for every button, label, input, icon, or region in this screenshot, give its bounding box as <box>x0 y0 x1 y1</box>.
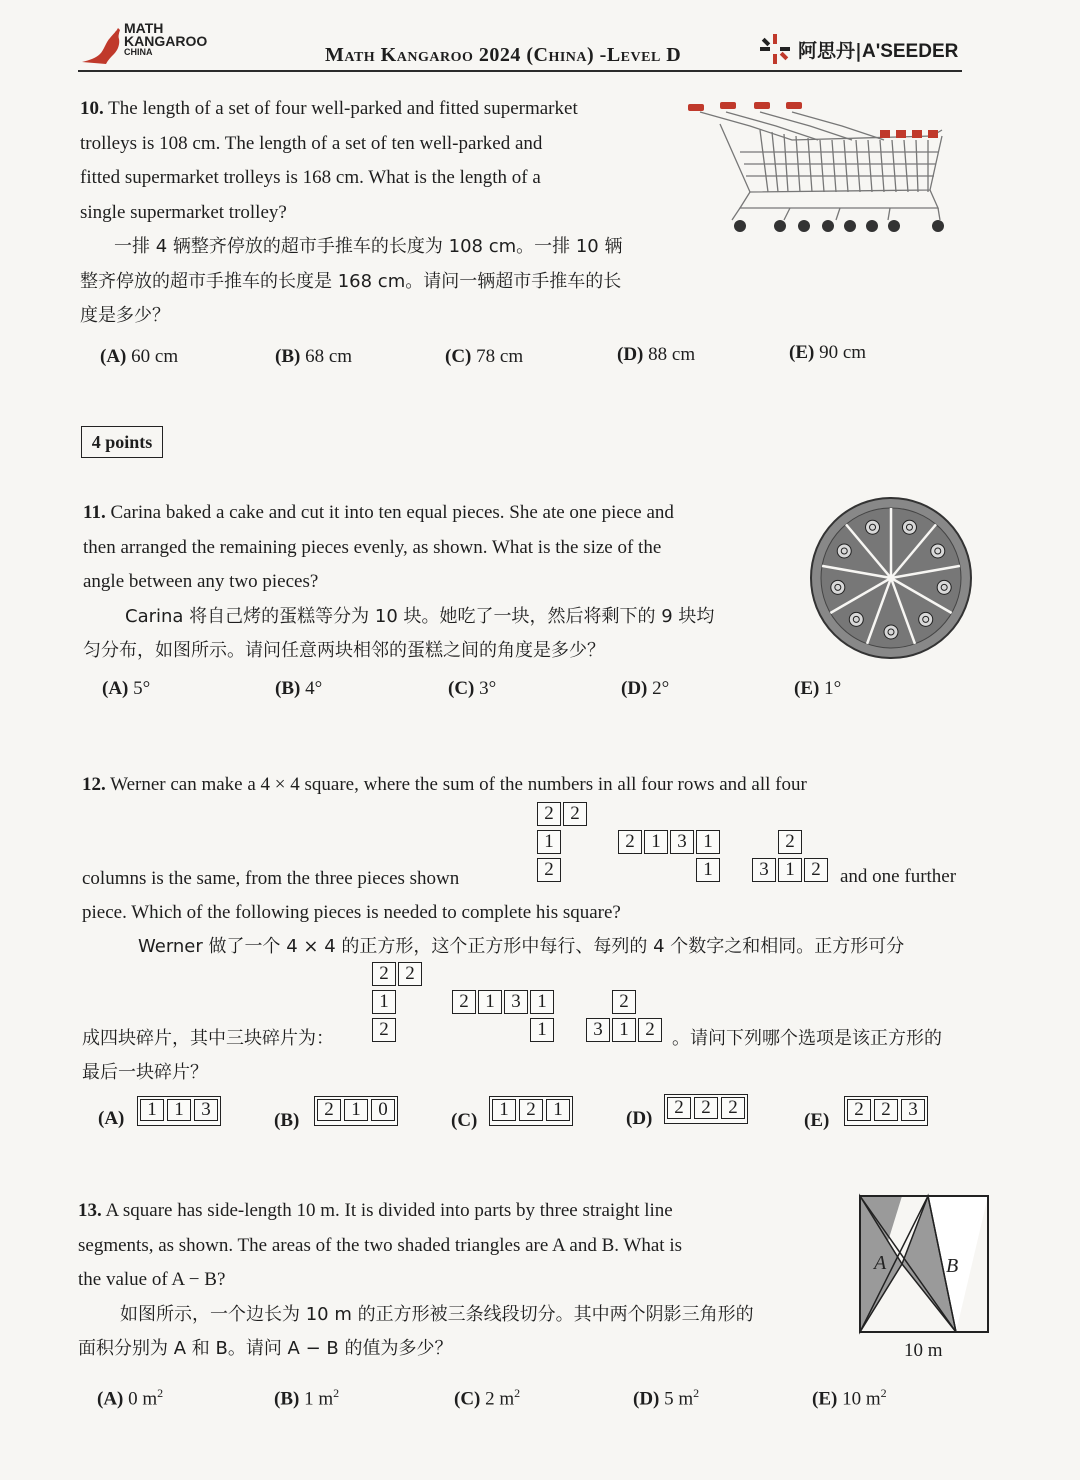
q11-en-line-2: then arranged the remaining pieces evenly, as shown. What is the size of the <box>83 536 662 558</box>
q12-line-1 <box>82 768 807 803</box>
q13-text <box>78 1194 848 1367</box>
cell: 3 <box>504 990 528 1014</box>
cell: 0 <box>371 1099 395 1121</box>
q12-zh-line-2a: 成四块碎片，其中三块碎片为： <box>82 1028 334 1049</box>
cell: 2 <box>721 1097 745 1119</box>
q13-option-a[interactable]: (A) 0 $m^2$ <box>97 1386 164 1410</box>
q11-text <box>83 496 783 669</box>
cake-decoration <box>884 625 898 639</box>
brand-cn: 阿思丹 <box>798 40 856 62</box>
q10-en-line-3: fitted supermarket trolleys is 168 cm. What is the length of a <box>80 167 541 188</box>
cell: 1 <box>167 1099 191 1121</box>
q11-option-b[interactable]: (B) 4° <box>275 678 323 699</box>
q13-number: 13. <box>78 1200 102 1221</box>
cell: 1 <box>530 1018 554 1042</box>
cell: 1 <box>644 830 668 854</box>
q10-en-line-2: trolleys is 108 cm. The length of a set of ten well-parked and <box>80 132 543 154</box>
q12-option-d[interactable] <box>664 1094 748 1124</box>
cell: 1 <box>612 1018 636 1042</box>
cell: 3 <box>901 1099 925 1121</box>
math-kangaroo-logo <box>80 20 210 66</box>
q10-option-b[interactable]: (B) 68 cm <box>275 346 353 367</box>
cell: 1 <box>696 830 720 854</box>
header-rule <box>78 70 962 72</box>
cell: 2 <box>398 962 422 986</box>
q13-zh-line-1: 如图所示，一个边长为 10 m 的正方形被三条线段切分。其中两个阴影三角形的 <box>120 1303 754 1325</box>
q10-en-line-1: The length of a set of four well-parked and fitted supermarket <box>108 98 578 119</box>
cell: 2 <box>638 1018 662 1042</box>
q10-option-c[interactable]: (C) 78 cm <box>445 346 524 367</box>
label-b: B <box>946 1255 959 1277</box>
cell: 2 <box>874 1099 898 1121</box>
aseeder-logo <box>758 32 968 66</box>
q12-option-c[interactable] <box>489 1096 573 1126</box>
q11-number: 11. <box>83 502 106 523</box>
cake-decoration <box>837 544 851 558</box>
cell: 3 <box>194 1099 218 1121</box>
logo-line-2: KANGAROO <box>124 33 208 49</box>
q13-option-e[interactable]: (E) 10 $m^2$ <box>812 1386 887 1410</box>
q12-number: 12. <box>82 774 106 795</box>
cell: 2 <box>612 990 636 1014</box>
q12-en-line-2a: columns is the same, from the three pieces shown <box>82 868 460 889</box>
q12-option-d-label: (D) <box>626 1108 653 1129</box>
cake-pieces-figure <box>808 495 974 661</box>
cell: 2 <box>804 858 828 882</box>
q13-en-line-3: the value of A − B? <box>78 1269 226 1290</box>
q10-option-e[interactable]: (E) 90 cm <box>789 342 867 363</box>
q11-zh-line-1: Carina 将自己烤的蛋糕等分为 10 块。她吃了一块，然后将剩下的 9 块均 <box>125 605 715 627</box>
cake-decoration <box>931 544 945 558</box>
cell: 1 <box>546 1099 570 1121</box>
cell: 2 <box>372 1018 396 1042</box>
cell: 2 <box>563 802 587 826</box>
q11-option-d[interactable]: (D) 2° <box>621 678 670 699</box>
q12-option-a[interactable] <box>137 1096 221 1126</box>
q12-option-c-label: (C) <box>451 1110 478 1131</box>
cake-decoration <box>902 520 916 534</box>
aseeder-star-icon <box>758 32 792 66</box>
cake-decoration <box>866 520 880 534</box>
q11-zh-line-2: 匀分布，如图所示。请问任意两块相邻的蛋糕之间的角度是多少？ <box>83 640 605 661</box>
q11-option-c[interactable]: (C) 3° <box>448 678 497 699</box>
cell: 1 <box>696 858 720 882</box>
logo-line-1: MATH <box>124 20 164 36</box>
side-length-label: 10 m <box>904 1340 943 1361</box>
q12-zh-line-2b: 。请问下列哪个选项是该正方形的 <box>672 1028 942 1049</box>
q10-option-d[interactable]: (D) 88 cm <box>617 344 696 365</box>
cell: 3 <box>670 830 694 854</box>
q10-text <box>80 92 680 334</box>
brand-separator: | <box>855 40 862 62</box>
shopping-trolleys-figure <box>680 96 965 244</box>
q12-zh-line-1: Werner 做了一个 4 × 4 的正方形，这个正方形中每行、每列的 4 个数字之和相同。正方形可分 <box>138 936 905 957</box>
q13-en-line-1: A square has side-length 10 m. It is divided into parts by three straight line <box>105 1200 673 1221</box>
cell: 1 <box>530 990 554 1014</box>
q13-option-d[interactable]: (D) 5 $m^2$ <box>633 1386 700 1410</box>
section-points-box: 4 points <box>81 426 163 458</box>
label-a: A <box>874 1252 887 1274</box>
q12-option-a-label: (A) <box>98 1108 125 1129</box>
cell: 3 <box>586 1018 610 1042</box>
q12-option-b[interactable] <box>314 1096 398 1126</box>
q12-option-b-label: (B) <box>274 1110 300 1131</box>
cell: 1 <box>372 990 396 1014</box>
cell: 1 <box>778 858 802 882</box>
page-header-title: Math Kangaroo 2024 (China) -Level D <box>325 44 682 66</box>
cake-decoration <box>937 580 951 594</box>
cell: 2 <box>537 858 561 882</box>
q13-en-line-2: segments, as shown. The areas of the two shaded triangles are A and B. What is <box>78 1234 682 1256</box>
cell: 1 <box>478 990 502 1014</box>
cell: 2 <box>667 1097 691 1119</box>
cell: 2 <box>372 962 396 986</box>
cell: 1 <box>492 1099 516 1121</box>
q13-option-c[interactable]: (C) 2 $m^2$ <box>454 1386 521 1410</box>
square-triangles-figure <box>856 1192 992 1336</box>
cell: 2 <box>694 1097 718 1119</box>
q10-zh-line-2: 整齐停放的超市手推车的长度是 168 cm。请问一辆超市手推车的长 <box>80 270 622 292</box>
cell: 2 <box>537 802 561 826</box>
q12-option-e[interactable] <box>844 1096 928 1126</box>
cell: 1 <box>537 830 561 854</box>
cell: 3 <box>752 858 776 882</box>
q10-zh-line-3: 度是多少？ <box>80 305 170 326</box>
cell: 2 <box>519 1099 543 1121</box>
kangaroo-icon <box>80 24 128 66</box>
q12-zh-line-3: 最后一块碎片？ <box>82 1062 208 1083</box>
q12-option-e-label: (E) <box>804 1110 830 1131</box>
q10-option-a[interactable]: (A) 60 cm <box>100 346 179 367</box>
q10-en-line-4: single supermarket trolley? <box>80 201 287 223</box>
cake-decoration <box>849 612 863 626</box>
q11-option-e[interactable]: (E) 1° <box>794 678 842 699</box>
logo-line-3: CHINA <box>124 47 153 57</box>
q11-en-line-1: Carina baked a cake and cut it into ten equal pieces. She ate one piece and <box>110 502 674 523</box>
q10-zh-line-1: 一排 4 辆整齐停放的超市手推车的长度为 108 cm。一排 10 辆 <box>114 236 623 257</box>
q11-en-line-3: angle between any two pieces? <box>83 571 319 592</box>
q12-en-line-3: piece. Which of the following pieces is needed to complete his square? <box>82 902 621 923</box>
cake-decoration <box>831 580 845 594</box>
brand-en: A'SEEDER <box>861 41 959 62</box>
q13-zh-line-2: 面积分别为 A 和 B。请问 A − B 的值为多少？ <box>78 1338 453 1359</box>
q11-option-a[interactable]: (A) 5° <box>102 678 151 699</box>
q13-option-b[interactable]: (B) 1 $m^2$ <box>274 1386 340 1410</box>
q10-number: 10. <box>80 98 104 119</box>
cake-decoration <box>919 612 933 626</box>
cell: 2 <box>452 990 476 1014</box>
cell: 2 <box>618 830 642 854</box>
q12-en-line-2b: and one further <box>840 866 957 887</box>
cell: 1 <box>140 1099 164 1121</box>
cell: 2 <box>778 830 802 854</box>
cell: 2 <box>847 1099 871 1121</box>
cell: 1 <box>344 1099 368 1121</box>
q12-en-line-1: Werner can make a 4 × 4 square, where the sum of the numbers in all four rows and all four <box>110 774 807 795</box>
cell: 2 <box>317 1099 341 1121</box>
